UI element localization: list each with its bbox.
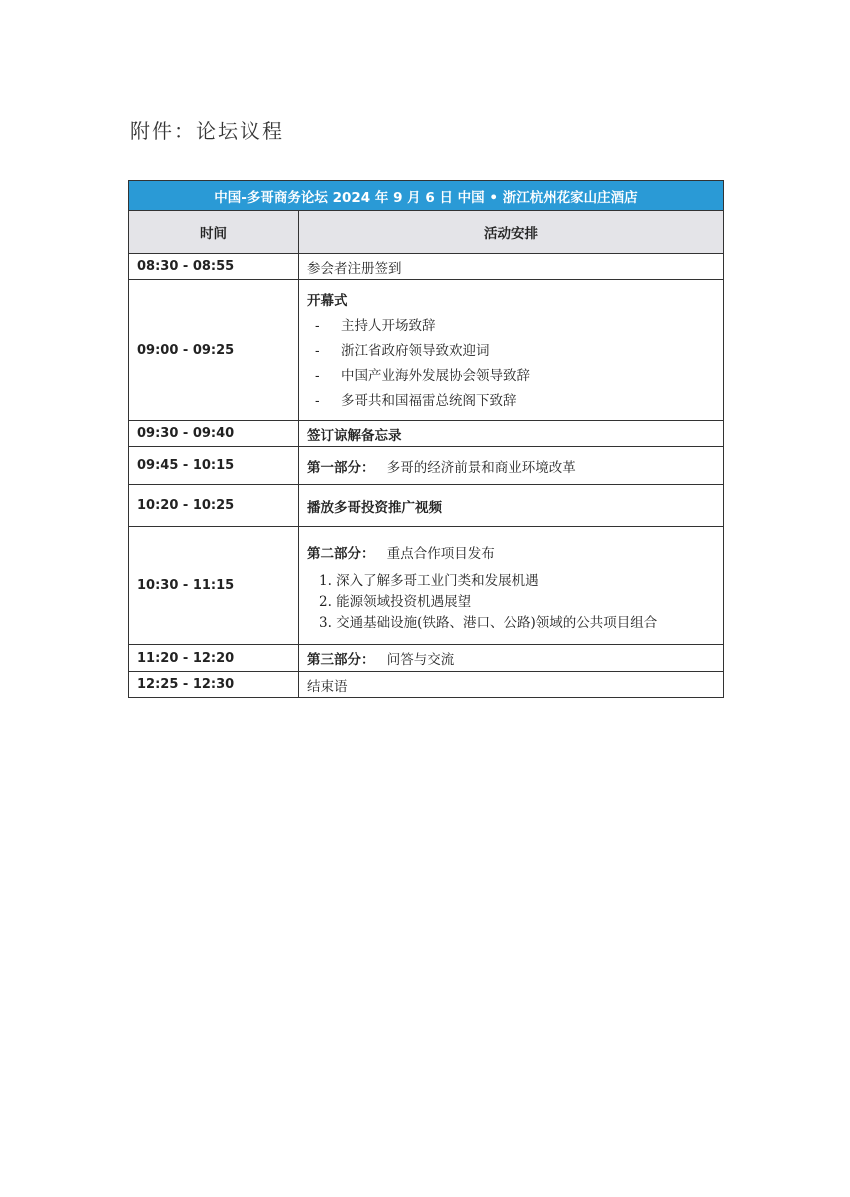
project-items: [307, 571, 715, 634]
row-time: 10:30 - 11:15: [129, 527, 299, 645]
row-time: 09:45 - 10:15: [129, 447, 299, 485]
table-row: [129, 645, 724, 672]
row-activity: [299, 447, 724, 485]
attachment-title: 附件：论坛议程: [130, 119, 284, 143]
forum-banner: 中国-多哥商务论坛 2024 年 9 月 6 日 中国 • 浙江杭州花家山庄酒店: [129, 181, 724, 211]
table-row: [129, 447, 724, 485]
row-activity: 结束语: [299, 672, 724, 698]
row-time: 12:25 - 12:30: [129, 672, 299, 698]
part-label: 第二部分：: [307, 546, 375, 562]
row-time: 11:20 - 12:20: [129, 645, 299, 672]
table-row: [129, 254, 724, 280]
part-text: 多哥的经济前景和商业环境改革: [386, 459, 576, 476]
row-time: 09:00 - 09:25: [129, 280, 299, 421]
row-activity: 播放多哥投资推广视频: [299, 485, 724, 527]
row-activity: [299, 527, 724, 645]
list-item: - 主持人开场致辞: [315, 318, 436, 334]
row-activity: [299, 280, 724, 421]
activity-header: 活动安排: [299, 211, 724, 254]
part-label: 第三部分：: [307, 652, 375, 668]
agenda-table: [128, 180, 724, 698]
row-time: 08:30 - 08:55: [129, 254, 299, 280]
row-time: 10:20 - 10:25: [129, 485, 299, 527]
list-item: 1. 深入了解多哥工业门类和发展机遇: [319, 573, 539, 589]
part-label: 第一部分：: [307, 459, 375, 476]
table-row: [129, 280, 724, 421]
row-activity: 参会者注册签到: [299, 254, 724, 280]
list-item: 2. 能源领域投资机遇展望: [319, 594, 472, 610]
time-header: 时间: [129, 211, 299, 254]
row-activity: [299, 645, 724, 672]
row-activity: 签订谅解备忘录: [299, 421, 724, 447]
table-row: [129, 527, 724, 645]
table-row: [129, 421, 724, 447]
activity-title: 开幕式: [307, 293, 348, 309]
list-item: - 浙江省政府领导致欢迎词: [315, 343, 490, 359]
list-item: - 中国产业海外发展协会领导致辞: [315, 368, 530, 384]
list-item: 3. 交通基础设施(铁路、港口、公路)领域的公共项目组合: [319, 615, 658, 631]
table-row: [129, 485, 724, 527]
part-text: 问答与交流: [386, 652, 455, 668]
part-text: 重点合作项目发布: [386, 546, 495, 562]
list-item: - 多哥共和国福雷总统阁下致辞: [315, 393, 517, 409]
opening-items: [307, 314, 715, 414]
row-time: 09:30 - 09:40: [129, 421, 299, 447]
table-row: [129, 672, 724, 698]
